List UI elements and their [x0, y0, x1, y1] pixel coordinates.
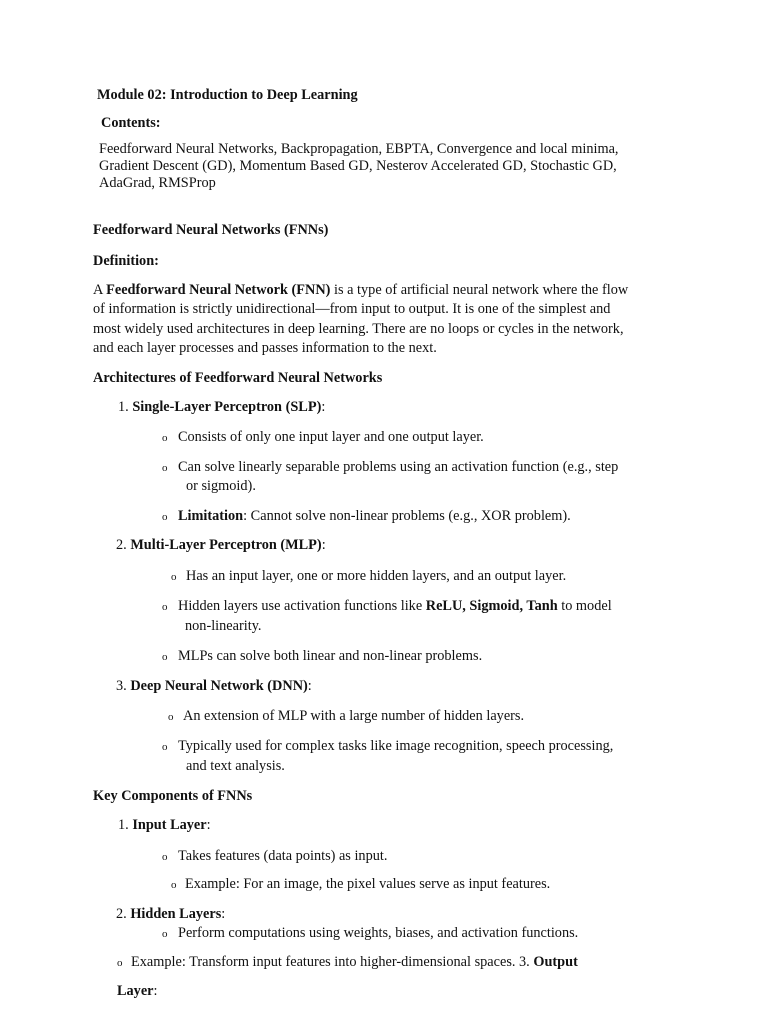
bullet-icon: o: [171, 879, 177, 891]
definition-heading: Definition:: [93, 253, 159, 269]
contents-line: Gradient Descent (GD), Momentum Based GD, Nesterov Accelerated GD, Stochastic GD,: [99, 158, 617, 174]
list-item: Typically used for complex tasks like image recognition, speech processing,: [178, 738, 614, 754]
bullet-icon: o: [162, 462, 168, 474]
list-item: Example: Transform input features into higher-dimensional spaces. 3. Output: [131, 954, 578, 970]
bullet-icon: o: [162, 741, 168, 753]
bullet-icon: o: [162, 851, 168, 863]
list-item-input-layer: 1. Input Layer:: [118, 817, 211, 833]
bullet-icon: o: [117, 957, 123, 969]
list-item: Perform computations using weights, biases, and activation functions.: [178, 925, 579, 941]
list-item-mlp: 2. Multi-Layer Perceptron (MLP):: [116, 537, 326, 553]
key-components-heading: Key Components of FNNs: [93, 788, 253, 804]
bullet-icon: o: [168, 711, 174, 723]
architectures-heading: Architectures of Feedforward Neural Networks: [93, 370, 383, 386]
list-item: MLPs can solve both linear and non-linear problems.: [178, 648, 483, 664]
definition-line: A Feedforward Neural Network (FNN) is a type of artificial neural network where the flow: [93, 282, 629, 298]
list-item: Limitation: Cannot solve non-linear problems (e.g., XOR problem).: [178, 508, 571, 524]
list-item-continuation: or sigmoid).: [186, 478, 256, 494]
output-layer-label: Layer:: [117, 983, 158, 999]
contents-heading: Contents:: [101, 115, 161, 131]
list-item-continuation: non-linearity.: [185, 618, 262, 634]
contents-line: Feedforward Neural Networks, Backpropagation, EBPTA, Convergence and local minima,: [99, 141, 619, 157]
bullet-icon: o: [162, 651, 168, 663]
bullet-icon: o: [171, 571, 177, 583]
list-item: Takes features (data points) as input.: [178, 848, 388, 864]
list-item: An extension of MLP with a large number of hidden layers.: [183, 708, 525, 724]
module-title: Module 02: Introduction to Deep Learning: [97, 87, 358, 103]
bullet-icon: o: [162, 928, 168, 940]
list-item-slp: 1. Single-Layer Perceptron (SLP):: [118, 399, 326, 415]
bullet-icon: o: [162, 511, 168, 523]
definition-line: of information is strictly unidirectional—from input to output. It is one of the simplest and: [93, 301, 611, 317]
list-item-hidden-layers: 2. Hidden Layers:: [116, 906, 226, 922]
definition-line: and each layer processes and passes information to the next.: [93, 340, 437, 356]
bullet-icon: o: [162, 432, 168, 444]
list-item-dnn: 3. Deep Neural Network (DNN):: [116, 678, 312, 694]
list-item: Hidden layers use activation functions like ReLU, Sigmoid, Tanh to model: [178, 598, 612, 614]
definition-line: most widely used architectures in deep learning. There are no loops or cycles in the network,: [93, 321, 624, 337]
contents-line: AdaGrad, RMSProp: [99, 175, 216, 191]
list-item: Has an input layer, one or more hidden layers, and an output layer.: [186, 568, 567, 584]
list-item-continuation: and text analysis.: [186, 758, 285, 774]
list-item: Can solve linearly separable problems using an activation function (e.g., step: [178, 459, 619, 475]
bullet-icon: o: [162, 601, 168, 613]
list-item: Example: For an image, the pixel values serve as input features.: [185, 876, 551, 892]
section-heading-fnn: Feedforward Neural Networks (FNNs): [93, 222, 329, 238]
list-item: Consists of only one input layer and one output layer.: [178, 429, 484, 445]
